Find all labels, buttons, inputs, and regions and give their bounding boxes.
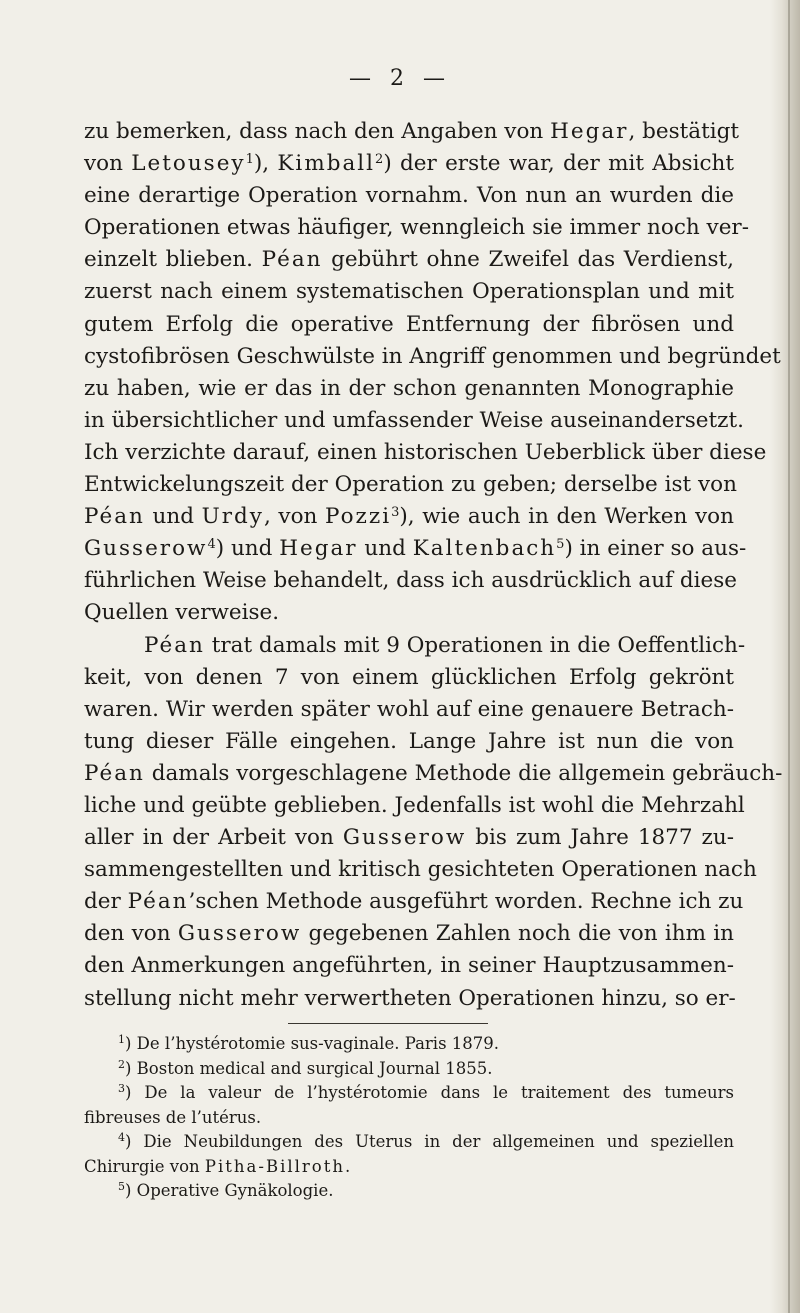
paragraph-2-line	[84, 983, 734, 1015]
text-run: ) De la valeur de l’hystérotomie dans le traitement des tumeurs	[125, 1083, 734, 1102]
footnotes	[84, 1032, 734, 1204]
footnote-rule	[288, 1023, 488, 1024]
text-run: bis zum Jahre 1877 zu-	[466, 825, 734, 851]
text-run: ),	[253, 151, 278, 177]
text-run: ), wie auch in den Werken von	[399, 504, 734, 530]
text-run: gutem Erfolg die operative Entfernung der fibrösen und	[84, 311, 734, 337]
footnote-marker: 4	[207, 537, 216, 553]
spaced-name: Péan	[84, 760, 145, 786]
text-run: von	[84, 151, 132, 177]
text-run: ) Operative Gynäkologie.	[125, 1181, 334, 1200]
paragraph-1-line	[84, 212, 749, 244]
text-run: ) und	[215, 536, 280, 562]
spaced-name: Pitha-Billroth	[204, 1156, 345, 1176]
text-run: Ich verzichte darauf, einen historischen Ueberblick über diese	[84, 439, 767, 465]
footnote-line	[84, 1081, 734, 1106]
paragraph-2-line	[84, 662, 734, 694]
text-run: führlichen Weise behandelt, dass ich ausdrücklich auf diese	[84, 568, 737, 594]
text-run: zu bemerken, dass nach den Angaben von	[84, 119, 551, 144]
text-run: fibreuses de l’utérus.	[84, 1107, 262, 1127]
page-number: — 2 —	[349, 66, 451, 91]
text-run: damals vorgeschlagene Methode die allgemein gebräuch-	[144, 760, 783, 786]
text-run: keit, von denen 7 von einem glücklichen Erfolg gekrönt	[84, 664, 734, 690]
text-run: ) Die Neubildungen des Uterus in der allgemeinen und speziellen	[125, 1132, 734, 1151]
paragraph-1-line	[84, 373, 734, 405]
text-run: cystofibrösen Geschwülste in Angriff genommen und begründet	[84, 343, 781, 369]
page-edge-line	[788, 0, 790, 1313]
paragraph-1-line	[84, 309, 734, 341]
footnote-line	[84, 1155, 734, 1180]
paragraph-1-line	[84, 533, 747, 565]
text-run: ) in einer so aus-	[564, 536, 747, 562]
spaced-name: Kaltenbach	[412, 536, 557, 562]
footnote-line	[84, 1032, 734, 1057]
paragraph-1-line	[84, 276, 734, 308]
paragraph-1-line	[84, 180, 734, 212]
footnote-line	[84, 1106, 734, 1131]
paragraph-2-line	[84, 822, 734, 854]
text-run: , bestätigt	[628, 119, 740, 144]
paragraph-2-line	[84, 758, 783, 790]
text-run: einzelt blieben.	[84, 247, 262, 273]
paragraph-2-line	[84, 694, 734, 726]
paragraph-2-line	[84, 630, 746, 662]
text-run: eine derartige Operation vornahm. Von nun an wurden die	[84, 183, 734, 209]
spaced-name: Gusserow	[342, 825, 467, 851]
footnote-marker: 5	[118, 1180, 125, 1193]
text-run: den von	[84, 921, 178, 947]
spaced-name: Péan	[261, 247, 323, 273]
paragraph-1-line	[84, 148, 734, 180]
text-run: gebührt ohne Zweifel das Verdienst,	[322, 247, 735, 273]
spaced-name: Péan	[127, 889, 189, 915]
text-run: trat damals mit 9 Operationen in die Oeffentlich-	[204, 632, 746, 658]
text-run: waren. Wir werden später wohl auf eine genauere Betrach-	[84, 696, 734, 722]
text-run: und	[357, 536, 413, 562]
text-run: in übersichtlicher und umfassender Weise auseinandersetzt.	[84, 407, 744, 433]
text-run: sammengestellten und kritisch gesichteten Operationen nach	[84, 857, 757, 883]
text-run: , von	[263, 504, 326, 530]
paragraph-1-line	[84, 597, 734, 629]
footnote-marker: 3	[391, 505, 400, 521]
text-run: ) der erste war, der mit Absicht	[383, 151, 734, 177]
paragraph-1-line	[84, 469, 737, 501]
footnote-marker: 5	[556, 537, 565, 553]
text-run: Operationen etwas häufiger, wenngleich sie immer noch ver-	[84, 215, 749, 241]
text-run: zu haben, wie er das in der schon genannten Monographie	[84, 375, 734, 401]
text-run: ) De l’hystérotomie sus-vaginale. Paris 1879.	[125, 1034, 500, 1053]
spaced-name: Gusserow	[177, 921, 302, 947]
text-run: gegebenen Zahlen noch die von ihm in	[301, 921, 734, 947]
spaced-name: Hegar	[550, 119, 629, 144]
text-run: zuerst nach einem systematischen Operationsplan und mit	[84, 279, 734, 305]
spaced-name: Péan	[84, 504, 145, 530]
footnote-marker: 4	[118, 1131, 125, 1144]
paragraph-2-line	[84, 950, 734, 982]
text-run: .	[345, 1156, 351, 1176]
paragraph-1-line	[84, 501, 734, 533]
paragraph-2-line	[84, 886, 744, 918]
text-run: liche und geübte geblieben. Jedenfalls ist wohl die Mehrzahl	[84, 792, 745, 818]
paragraph-1-line	[84, 116, 740, 148]
paragraph-2	[84, 630, 783, 1015]
text-run: und	[144, 504, 202, 530]
paragraph-2-line	[84, 854, 757, 886]
text-run: ) Boston medical and surgical Journal 1855.	[125, 1058, 493, 1078]
paragraph-1-line	[84, 437, 767, 469]
footnote-marker: 1	[245, 152, 254, 168]
footnote-marker: 3	[118, 1082, 125, 1095]
paragraph-1-line	[84, 244, 734, 276]
paragraph-1	[84, 116, 781, 630]
footnote-marker: 1	[118, 1033, 125, 1046]
text-run: tung dieser Fälle eingehen. Lange Jahre ist nun die von	[84, 728, 734, 754]
spaced-name: Gusserow	[84, 536, 208, 562]
text-run: den Anmerkungen angeführten, in seiner Hauptzusammen-	[84, 953, 734, 979]
footnote-marker: 2	[118, 1057, 125, 1071]
text-run: aller in der Arbeit von	[84, 825, 343, 851]
paragraph-2-line	[84, 790, 745, 822]
body-text	[84, 116, 783, 1015]
spaced-name: Urdy	[201, 504, 264, 530]
spaced-name: Letousey	[131, 151, 246, 177]
footnote-line	[84, 1057, 734, 1082]
paragraph-2-line	[84, 726, 734, 758]
text-run: Entwickelungszeit der Operation zu geben; derselbe ist von	[84, 472, 737, 498]
paragraph-1-line	[84, 565, 737, 597]
page-edge-shadow	[770, 0, 800, 1313]
text-run: der	[84, 889, 128, 915]
spaced-name: Kimball	[277, 151, 376, 177]
paragraph-1-line	[84, 341, 781, 373]
footnote-line	[84, 1130, 734, 1155]
text-run: Quellen verweise.	[84, 600, 280, 626]
paragraph-2-line	[84, 918, 734, 950]
text-run: ’schen Methode ausgeführt worden. Rechne ich zu	[188, 889, 744, 915]
paragraph-1-line	[84, 405, 744, 437]
text-run: stellung nicht mehr verwertheten Operationen hinzu, so er-	[84, 985, 736, 1011]
text-run: Chirurgie von	[84, 1156, 205, 1176]
spaced-name: Pozzi	[325, 504, 392, 530]
footnote-line	[84, 1179, 734, 1204]
footnote-marker: 2	[375, 152, 384, 168]
spaced-name: Hegar	[279, 536, 358, 562]
spaced-name: Péan	[144, 632, 205, 658]
